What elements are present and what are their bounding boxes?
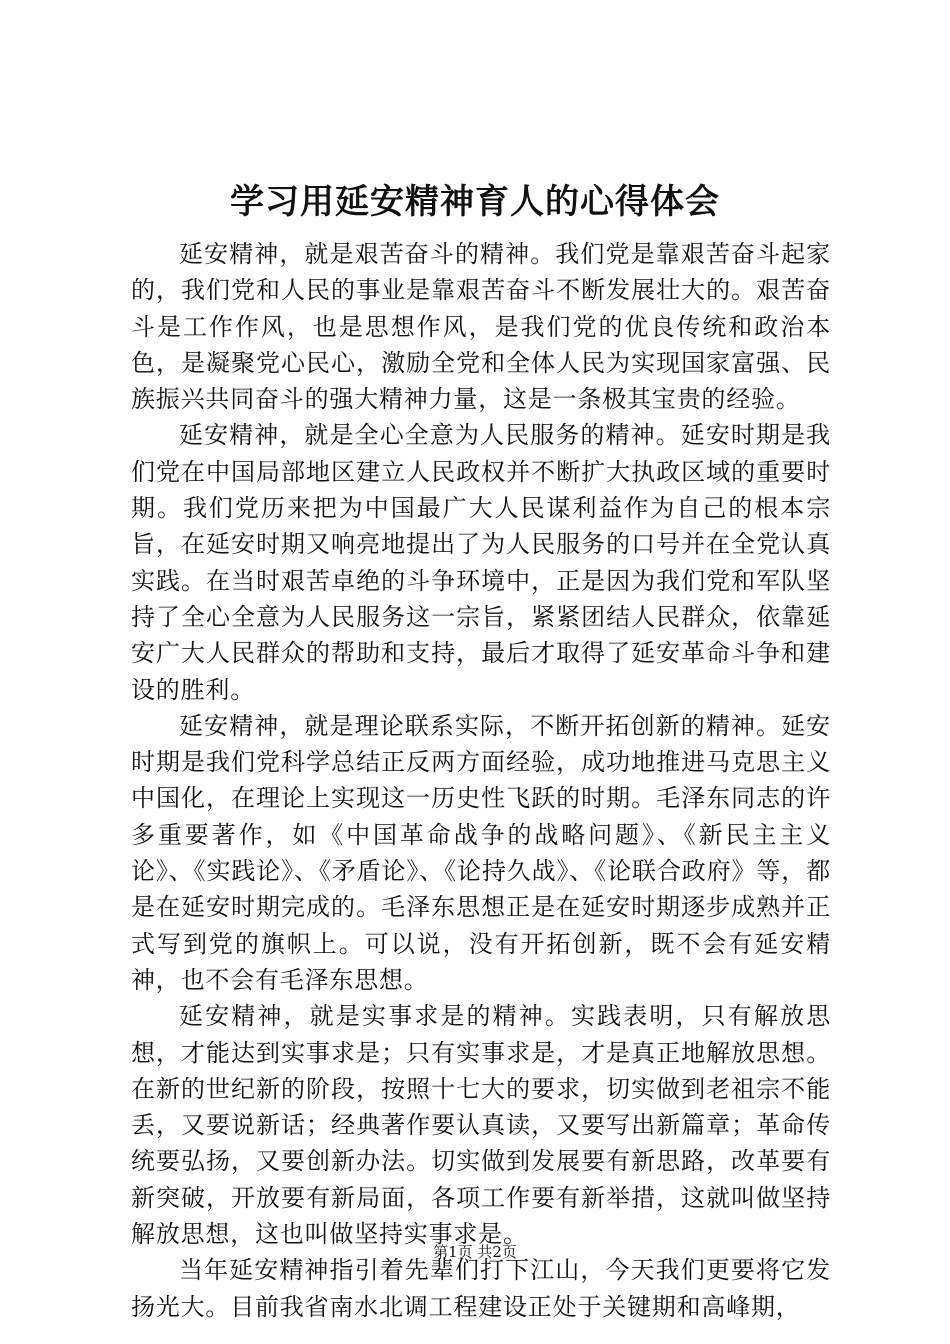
paragraph-3: 延安精神，就是理论联系实际，不断开拓创新的精神。延安时期是我们党科学总结正反两方面经验，成功地推进马克思主义中国化，在理论上实现这一历史性飞跃的时期。毛泽东同志的许多重要著作，如《中国革命战争的战略问题》、《新民主主义论》、《实践论》、《矛盾论》、《论持久战》、《论联合政府》等，都是在延安时期完成的。毛泽东思想正是在延安时期逐步成熟并正式写到党的旗帜上。可以说，没有开拓创新，既不会有延安精神，也不会有毛泽东思想。 xyxy=(131,711,831,994)
paragraph-2: 延安精神，就是全心全意为人民服务的精神。延安时期是我们党在中国局部地区建立人民政权并不断扩大执政区域的重要时期。我们党历来把为中国最广大人民谋利益作为自己的根本宗旨，在延安时期又响亮地提出了为人民服务的口号并在全党认真实践。在当时艰苦卓绝的斗争环境中，正是因为我们党和军队坚持了全心全意为人民服务这一宗旨，紧紧团结人民群众，依靠延安广大人民群众的帮助和支持，最后才取得了延安革命斗争和建设的胜利。 xyxy=(131,421,831,704)
paragraph-4: 延安精神，就是实事求是的精神。实践表明，只有解放思想，才能达到实事求是；只有实事求是，才是真正地解放思想。在新的世纪新的阶段，按照十七大的要求，切实做到老祖宗不能丢，又要说新话；经典著作要认真读，又要写出新篇章；革命传统要弘扬，又要创新办法。切实做到发展要有新思路，改革要有新突破，开放要有新局面，各项工作要有新举措，这就叫做坚持解放思想，这也叫做坚持实事求是。 xyxy=(131,1002,831,1249)
document-body xyxy=(131,236,831,1325)
document-title: 学习用延安精神育人的心得体会 xyxy=(230,182,720,222)
page-number-footer: 第1页 共2页 xyxy=(433,1243,517,1261)
paragraph-5: 当年延安精神指引着先辈们打下江山，今天我们更要将它发扬光大。目前我省南水北调工程建设正处于关键期和高峰期， xyxy=(131,1256,831,1321)
paragraph-1: 延安精神，就是艰苦奋斗的精神。我们党是靠艰苦奋斗起家的，我们党和人民的事业是靠艰苦奋斗不断发展壮大的。艰苦奋斗是工作作风，也是思想作风，是我们党的优良传统和政治本色，是凝聚党心民心，激励全党和全体人民为实现国家富强、民族振兴共同奋斗的强大精神力量，这是一条极其宝贵的经验。 xyxy=(131,240,831,414)
